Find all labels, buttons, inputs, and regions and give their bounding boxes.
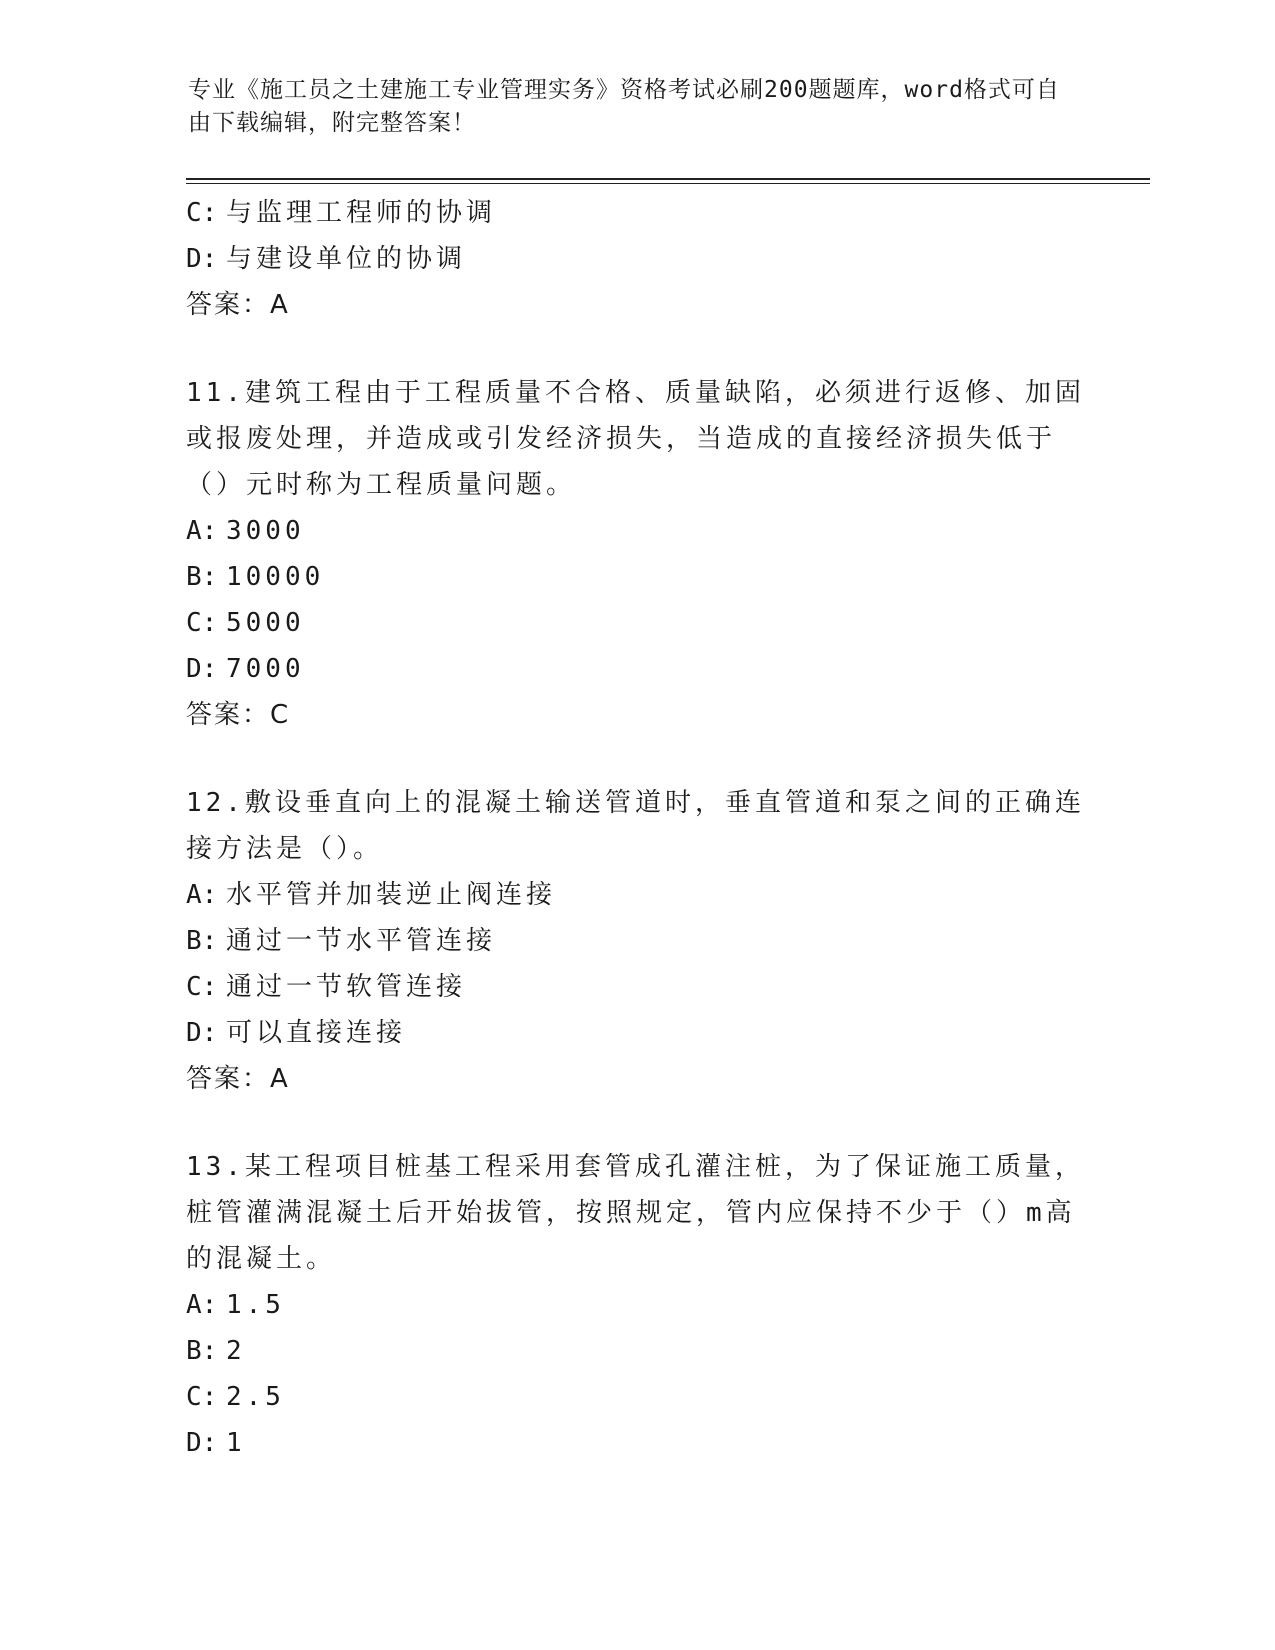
header-rule-thin xyxy=(186,183,1150,184)
option-label: D: xyxy=(186,244,218,274)
option-text: 10000 xyxy=(226,562,325,592)
option-a xyxy=(186,1282,1086,1328)
option-d xyxy=(186,1010,1086,1056)
option-b xyxy=(186,554,1086,600)
option-text: 2 xyxy=(226,1336,246,1366)
option-label: A: xyxy=(186,516,218,546)
option-label: C: xyxy=(186,972,218,1002)
option-label: C: xyxy=(186,198,218,228)
answer: 答案：C xyxy=(186,700,291,730)
option-text: 可以直接连接 xyxy=(226,1018,407,1048)
question-11 xyxy=(186,370,1086,738)
option-text: 与建设单位的协调 xyxy=(226,244,467,274)
continued-question xyxy=(186,190,1086,328)
option-label: A: xyxy=(186,1290,218,1320)
option-text: 通过一节软管连接 xyxy=(226,972,467,1002)
option-d xyxy=(186,1420,1086,1466)
option-label: B: xyxy=(186,562,218,592)
option-label: C: xyxy=(186,1382,218,1412)
option-c xyxy=(186,600,1086,646)
option-d xyxy=(186,236,1086,282)
answer: 答案：A xyxy=(186,1064,290,1094)
option-text: 与监理工程师的协调 xyxy=(226,198,497,228)
option-text: 水平管并加装逆止阀连接 xyxy=(226,880,557,910)
option-label: B: xyxy=(186,1336,218,1366)
option-text: 1.5 xyxy=(226,1290,285,1320)
option-c xyxy=(186,190,1086,236)
option-label: A: xyxy=(186,880,218,910)
question-13 xyxy=(186,1144,1086,1466)
option-text: 2.5 xyxy=(226,1382,285,1412)
header-rule-thick xyxy=(186,178,1150,180)
option-label: C: xyxy=(186,608,218,638)
option-text: 通过一节水平管连接 xyxy=(226,926,497,956)
question-stem: 12.敷设垂直向上的混凝土输送管道时，垂直管道和泵之间的正确连接方法是（）。 xyxy=(186,788,1085,864)
question-stem: 13.某工程项目桩基工程采用套管成孔灌注桩，为了保证施工质量，桩管灌满混凝土后开始拔管，按照规定，管内应保持不少于（）m高的混凝土。 xyxy=(186,1152,1085,1274)
answer: 答案：A xyxy=(186,290,290,320)
option-b xyxy=(186,1328,1086,1374)
option-c xyxy=(186,964,1086,1010)
option-d xyxy=(186,646,1086,692)
option-a xyxy=(186,508,1086,554)
option-a xyxy=(186,872,1086,918)
option-c xyxy=(186,1374,1086,1420)
page-header: 专业《施工员之土建施工专业管理实务》资格考试必刷200题题库，word格式可自由下载编辑，附完整答案！ xyxy=(188,77,1060,136)
option-label: D: xyxy=(186,1018,218,1048)
document-body xyxy=(186,190,1086,1466)
option-text: 1 xyxy=(226,1428,246,1458)
option-label: D: xyxy=(186,654,218,684)
option-text: 3000 xyxy=(226,516,305,546)
option-text: 7000 xyxy=(226,654,305,684)
question-stem: 11.建筑工程由于工程质量不合格、质量缺陷，必须进行返修、加固或报废处理，并造成或引发经济损失，当造成的直接经济损失低于（）元时称为工程质量问题。 xyxy=(186,378,1085,500)
question-12 xyxy=(186,780,1086,1102)
option-b xyxy=(186,918,1086,964)
option-text: 5000 xyxy=(226,608,305,638)
option-label: B: xyxy=(186,926,218,956)
option-label: D: xyxy=(186,1428,218,1458)
